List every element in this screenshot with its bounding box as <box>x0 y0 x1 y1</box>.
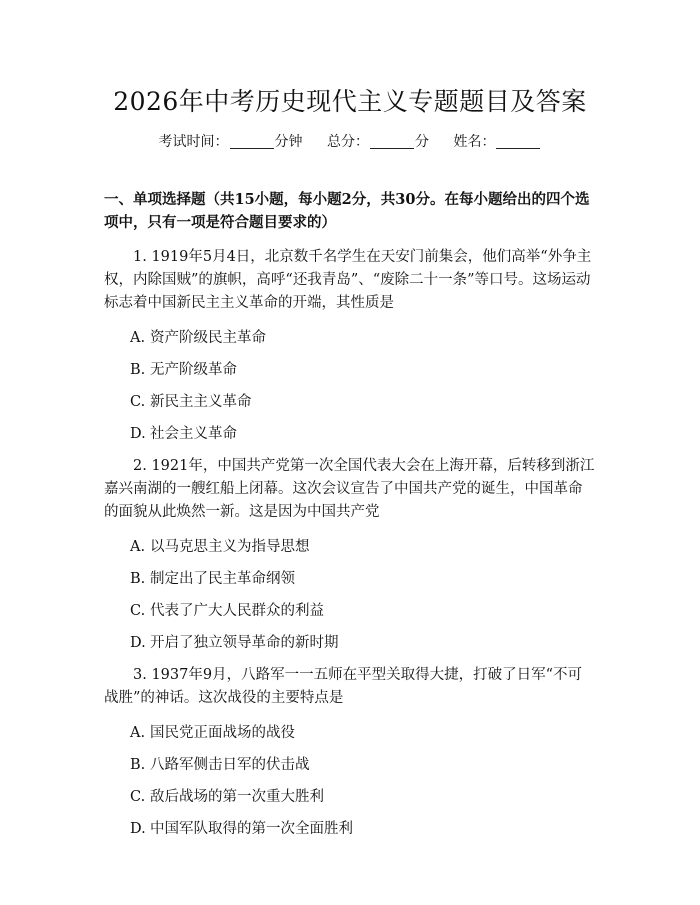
option-c <box>104 600 596 623</box>
option-c <box>104 786 596 809</box>
option-b <box>104 754 596 777</box>
time-label: 考试时间： <box>158 134 229 150</box>
exam-time <box>159 134 307 150</box>
section-title: 一、单项选择题（共15小题，每小题2分，共30分。在每小题给出的四个选项中，只有一项是符合题目要求的） <box>104 191 590 231</box>
score-blank <box>370 134 414 149</box>
option-letter: A. <box>130 725 146 741</box>
option-text: 中国军队取得的第一次全面胜利 <box>150 821 353 837</box>
option-text: 新民主主义革命 <box>150 394 252 410</box>
option-d <box>104 818 596 841</box>
option-text: 资产阶级民主革命 <box>150 330 266 346</box>
option-text: 开启了独立领导革命的新时期 <box>150 635 339 651</box>
option-b <box>104 568 596 591</box>
score-unit: 分 <box>415 134 429 150</box>
option-a <box>104 722 596 745</box>
student-name <box>453 134 541 150</box>
question-2 <box>104 455 596 655</box>
option-letter: C. <box>130 789 146 805</box>
question-3 <box>104 664 596 841</box>
option-letter: C. <box>130 394 146 410</box>
exam-meta <box>0 131 700 151</box>
option-letter: B. <box>130 362 146 378</box>
option-letter: A. <box>130 330 146 346</box>
option-letter: D. <box>130 821 146 837</box>
total-score <box>327 134 433 150</box>
name-label: 姓名： <box>453 134 496 150</box>
page-title: 2026年中考历史现代主义专题题目及答案 <box>113 87 587 116</box>
option-text: 制定出了民主革命纲领 <box>150 571 295 587</box>
option-letter: C. <box>130 603 146 619</box>
option-a <box>104 536 596 559</box>
option-text: 敌后战场的第一次重大胜利 <box>150 789 324 805</box>
option-text: 无产阶级革命 <box>150 362 237 378</box>
option-d <box>104 423 596 446</box>
question-stem: 1. 1919年5月4日，北京数千名学生在天安门前集会，他们高举“外争主权，内除国贼”的旗帜，高呼“还我青岛”、“废除二十一条”等口号。这场运动标志着中国新民主主义革命的开端，其性质是 <box>104 249 592 311</box>
option-a <box>104 327 596 350</box>
score-label: 总分： <box>327 134 369 150</box>
question-1 <box>104 246 596 446</box>
option-text: 以马克思主义为指导思想 <box>150 539 310 555</box>
option-letter: B. <box>130 757 146 773</box>
option-d <box>104 632 596 655</box>
option-text: 社会主义革命 <box>150 426 237 442</box>
option-letter: D. <box>130 426 146 442</box>
option-c <box>104 391 596 414</box>
option-text: 国民党正面战场的战役 <box>150 725 295 741</box>
option-letter: D. <box>130 635 146 651</box>
time-blank <box>230 134 274 149</box>
time-unit: 分钟 <box>274 134 303 150</box>
question-stem: 2. 1921年，中国共产党第一次全国代表大会在上海开幕，后转移到浙江嘉兴南湖的一艘红船上闭幕。这次会议宣告了中国共产党的诞生，中国革命的面貌从此焕然一新。这是因为中国共产党 <box>104 458 595 520</box>
name-blank <box>496 134 540 149</box>
option-text: 八路军侧击日军的伏击战 <box>150 757 310 773</box>
option-b <box>104 359 596 382</box>
exam-content <box>104 188 596 850</box>
option-letter: B. <box>130 571 146 587</box>
question-stem: 3. 1937年9月，八路军一一五师在平型关取得大捷，打破了日军“不可战胜”的神话。这次战役的主要特点是 <box>104 667 582 706</box>
option-letter: A. <box>130 539 146 555</box>
option-text: 代表了广大人民群众的利益 <box>150 603 324 619</box>
